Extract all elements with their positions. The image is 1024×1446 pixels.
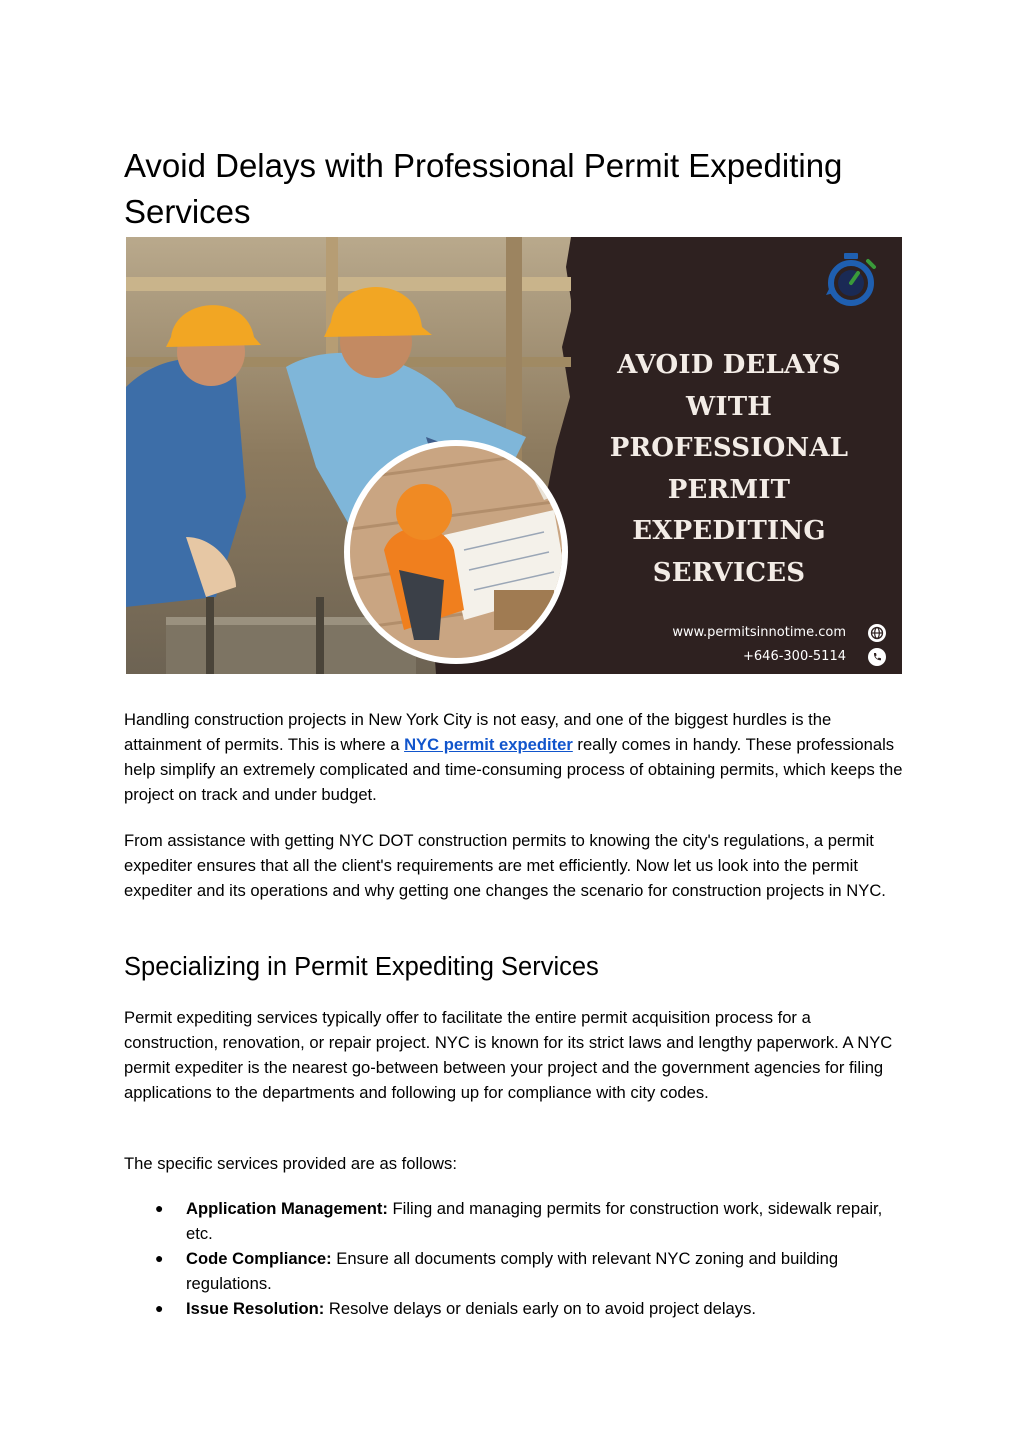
bullet-icon: ● — [155, 1200, 164, 1216]
banner-headline — [556, 345, 902, 594]
banner-website: www.permitsinnotime.com — [672, 625, 846, 640]
service-desc: Filing and managing permits for construction work, sidewalk repair, etc. — [186, 1199, 883, 1243]
service-desc: Ensure all documents comply with relevant NYC zoning and building regulations. — [186, 1249, 839, 1293]
headline-line: AVOID DELAYS — [617, 350, 841, 380]
bullet-icon: ● — [155, 1300, 164, 1316]
third-paragraph: Permit expediting services typically offer to facilitate the entire permit acquisition process for a construction, renovation, or repair project. NYC is known for its strict laws and lengthy paperwork. A NYC permit expediter is the nearest go-between between your project and the government agencies for filing applications to the departments and following up for compliance with city codes. — [124, 1008, 893, 1102]
headline-line: PERMIT — [667, 474, 791, 505]
banner-text-panel — [556, 237, 902, 674]
services-intro: The specific services provided are as follows: — [124, 1154, 457, 1173]
headline-line: WITH — [685, 391, 773, 422]
service-desc: Resolve delays or denials early on to avoid project delays. — [324, 1299, 756, 1318]
hero-banner — [126, 237, 902, 674]
bullet-icon: ● — [155, 1250, 164, 1266]
section-heading: Specializing in Permit Expediting Services — [124, 953, 599, 981]
service-term: Issue Resolution: — [186, 1299, 325, 1318]
headline-line: SERVICES — [652, 557, 806, 588]
intro-text-cont: really comes in handy. These professionals help simplify an extremely complicated and time-consuming process of obtaining permits, which keeps the project on track and under budget. — [124, 735, 903, 804]
blueprint-photo — [344, 440, 568, 664]
banner-phone: +646-300-5114 — [743, 649, 846, 664]
list-item — [124, 1296, 904, 1321]
intro-text: Handling construction projects in New York City is not easy, and one of the biggest hurdles is the attainment of permits. This is where a — [124, 710, 832, 754]
list-item — [124, 1246, 904, 1296]
nyc-permit-expediter-link[interactable]: NYC permit expediter — [404, 735, 573, 754]
services-list — [124, 1196, 904, 1321]
list-item — [124, 1196, 904, 1246]
second-paragraph: From assistance with getting NYC DOT construction permits to knowing the city's regulations, a permit expediter ensures that all the client's requirements are met efficiently. Now let us look into the permit expediter and its operations and why getting one changes the scenario for construction projects in NYC. — [124, 831, 886, 900]
phone-icon — [868, 648, 886, 666]
globe-icon — [868, 624, 886, 642]
page-title: Avoid Delays with Professional Permit Expediting Services — [124, 147, 843, 230]
headline-line: PROFESSIONAL — [609, 433, 849, 463]
headline-line: EXPEDITING — [632, 516, 826, 546]
intro-paragraph — [124, 707, 904, 807]
stopwatch-logo-icon — [824, 251, 878, 307]
service-term: Code Compliance: — [186, 1249, 332, 1268]
service-term: Application Management: — [186, 1199, 388, 1218]
